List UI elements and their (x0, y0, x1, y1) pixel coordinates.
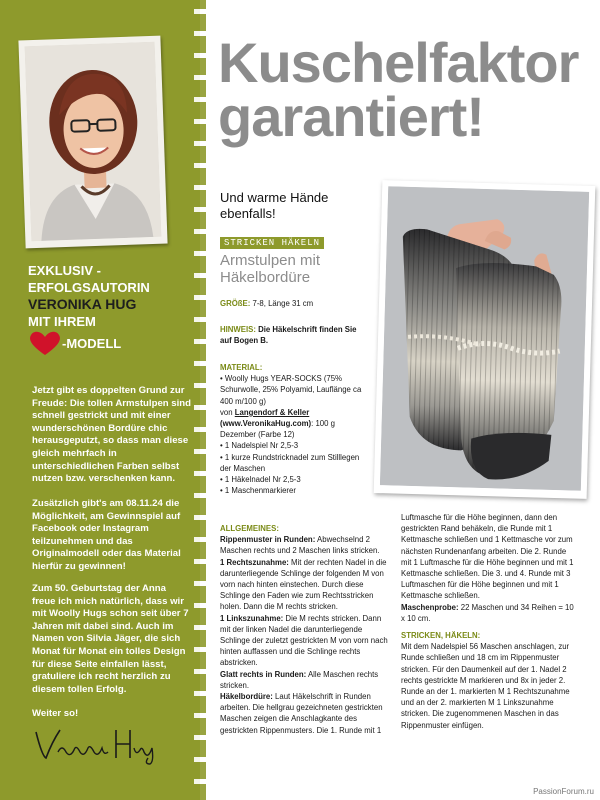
heart-icon (28, 330, 62, 356)
exklusiv-block (28, 262, 193, 356)
maschenprobe-label: Maschenprobe: (401, 602, 459, 612)
instructions-block (401, 512, 576, 731)
torn-edge (194, 0, 206, 800)
allgemeines-label: ALLGEMEINES: (220, 524, 279, 533)
maschenprobe-line (401, 602, 576, 624)
allgemeines-entry (220, 691, 390, 736)
material-von: von (220, 407, 235, 417)
entry-text: Laut Häkelschrift in Runden arbeiten. Die hellgrau gezeichneten gestrickten Maschen zeigen die Anschlagkante des gestrickten Rippenmusters. Die 1. Runde mit 1 (220, 692, 383, 735)
project-title (220, 252, 370, 286)
author-name: VERONIKA HUG (28, 296, 137, 312)
entry-term: 1 Linkszunahme: (220, 613, 284, 623)
material-item: • 1 Maschenmarkierer (220, 486, 296, 496)
sidebar-paragraph-3: Zum 50. Geburtstag der Anna freue ich mich natürlich, dass wir mit Woolly Hugs schon seit über 7 Jahren mit dabei sind. Auch im Namen von Silvia Jäger, die sich Monat für Monat ein tolles Design für diese Seite einfallen lässt, gratuliere ich recht herzlich zu diesem tollen Erfolg. (32, 583, 189, 695)
material-item: • 1 kurze Rundstricknadel zum Stilllegen der Maschen (220, 452, 360, 473)
entry-text: Abwechselnd 2 Maschen rechts und 2 Maschen links stricken. (220, 535, 380, 556)
material-amount: : 100 g Dezember (Farbe 12) (220, 419, 335, 440)
author-portrait (25, 42, 162, 241)
hinweis-label: HINWEIS: (220, 325, 256, 334)
signature (32, 722, 162, 766)
category-tag: STRICKEN HÄKELN (220, 237, 324, 249)
sidebar-paragraph-2: Zusätzlich gibt's am 08.11.24 die Möglichkeit, am Gewinnspiel auf Facebook oder Instagram teilzunehmen und das Originalmodell oder das Material hierfür zu gewinnen! (32, 498, 181, 572)
material-amount-line (220, 418, 370, 440)
subheadline-line-2: ebenfalls! (220, 206, 276, 221)
headline-line-2: garantiert! (218, 85, 484, 148)
gloves-photo-frame (374, 180, 596, 499)
exklusiv-line: EXKLUSIV - (28, 263, 101, 278)
headline (218, 31, 598, 148)
allgemeines-block (220, 523, 390, 736)
project-title-line-2: Häkelbordüre (220, 269, 311, 286)
stricken-haekeln-label: STRICKEN, HÄKELN: (401, 631, 481, 641)
instructions-paragraph-2: Mit dem Nadelspiel 56 Maschen anschlagen, zur Runde schließen und 18 cm im Rippenmuster stricken. Für den Daumenkeil auf der 1. Nadel 2 rechts gestrickte M markieren und 8x in jeder 2. Runde an der 1. markierten M 1 Rechtszunahme und an der 2. markierten M 1 Linkszunahme stricken. Die zugenommenen Maschen in das Rippenmuster einfügen. (401, 642, 570, 730)
entry-term: Häkelbordüre: (220, 692, 273, 702)
entry-text: Alle Maschen rechts stricken. (220, 669, 379, 690)
instructions-paragraph-1: Luftmasche für die Höhe beginnen, dann den gestrickten Rand behäkeln, die Runde mit 1 Kettmasche schließen und 1 Kettmasche vor zum nächsten Rundenanfang arbeiten. Die 2. Runde mit 1 Luftmasche für die Höhe beginnen und mit 1 Kettmasche schließen. Die 3. und 4. Runde mit 3 Luftmaschen für die Höhe beginnen und mit 1 Kettmasche schließen. (401, 513, 574, 601)
subheadline-line-1: Und warme Hände (220, 190, 329, 205)
author-photo-frame (18, 36, 167, 249)
sidebar-paragraph-1: Jetzt gibt es doppelten Grund zur Freude: Die tollen Armstulpen sind schnell gestrickt und mit einer wunderschönen Bordüre chic herausgeputzt, so dass man diese gleich mehrfach in unterschiedlichen Farben selbst nutzen bzw. verschenken kann. (32, 385, 192, 485)
allgemeines-entry (220, 534, 390, 556)
entry-text: Die M rechts stricken. Dann mit der linken Nadel die darunterliegende Schlinge der zuletzt gestrickten M von vorn nach hinten auffassen und die Schlinge rechts abstricken. (220, 613, 388, 668)
material-url: (www.VeronikaHug.com) (220, 419, 312, 429)
allgemeines-entry (220, 613, 390, 669)
entry-term: Rippenmuster in Runden: (220, 535, 316, 545)
sidebar-paragraph-4: Weiter so! (32, 708, 79, 719)
sidebar (0, 0, 200, 800)
material-item: • 1 Nadelspiel Nr 2,5-3 (220, 441, 299, 451)
allgemeines-entry (220, 669, 390, 691)
material-item: • 1 Häkelnadel Nr 2,5-3 (220, 475, 301, 485)
maschenprobe-text: 22 Maschen und 34 Reihen = 10 x 10 cm. (401, 602, 574, 623)
subheadline (220, 190, 370, 222)
mit-ihrem-line: MIT IHREM (28, 314, 96, 329)
material-brand-line (220, 407, 370, 418)
entry-text: Mit der rechten Nadel in die darunterliegende Schlinge der folgenden M von vorn nach hinten einstechen. Durch diese Schlinge den Faden wie zum Rechtsstricken holen. Dann die M rechts stricken. (220, 557, 387, 612)
erfolgsautorin-line: ERFOLGSAUTORIN (28, 280, 150, 295)
material-label: MATERIAL: (220, 363, 263, 372)
material-brand: Langendorf & Keller (234, 407, 310, 417)
material-yarn: • Woolly Hugs YEAR-SOCKS (75% Schurwolle, 25% Polyamid, Lauflänge ca 400 m/100 g) (220, 374, 362, 406)
gloves-photo (380, 186, 589, 490)
groesse-label: GRÖßE: (220, 299, 251, 308)
watermark: PassionForum.ru (533, 787, 594, 796)
groesse-block (220, 298, 375, 309)
modell-label: -MODELL (62, 335, 122, 351)
material-block (220, 362, 370, 496)
project-title-line-1: Armstulpen mit (220, 252, 321, 269)
allgemeines-entry (220, 557, 390, 613)
groesse-value: 7-8, Länge 31 cm (250, 299, 314, 308)
headline-line-1: Kuschelfaktor (218, 31, 579, 94)
hinweis-block (220, 324, 370, 346)
entry-term: 1 Rechtszunahme: (220, 557, 289, 567)
hinweis-value: Die Häkelschrift finden Sie auf Bogen B. (220, 325, 357, 346)
entry-term: Glatt rechts in Runden: (220, 669, 307, 679)
heart-line (28, 330, 193, 356)
